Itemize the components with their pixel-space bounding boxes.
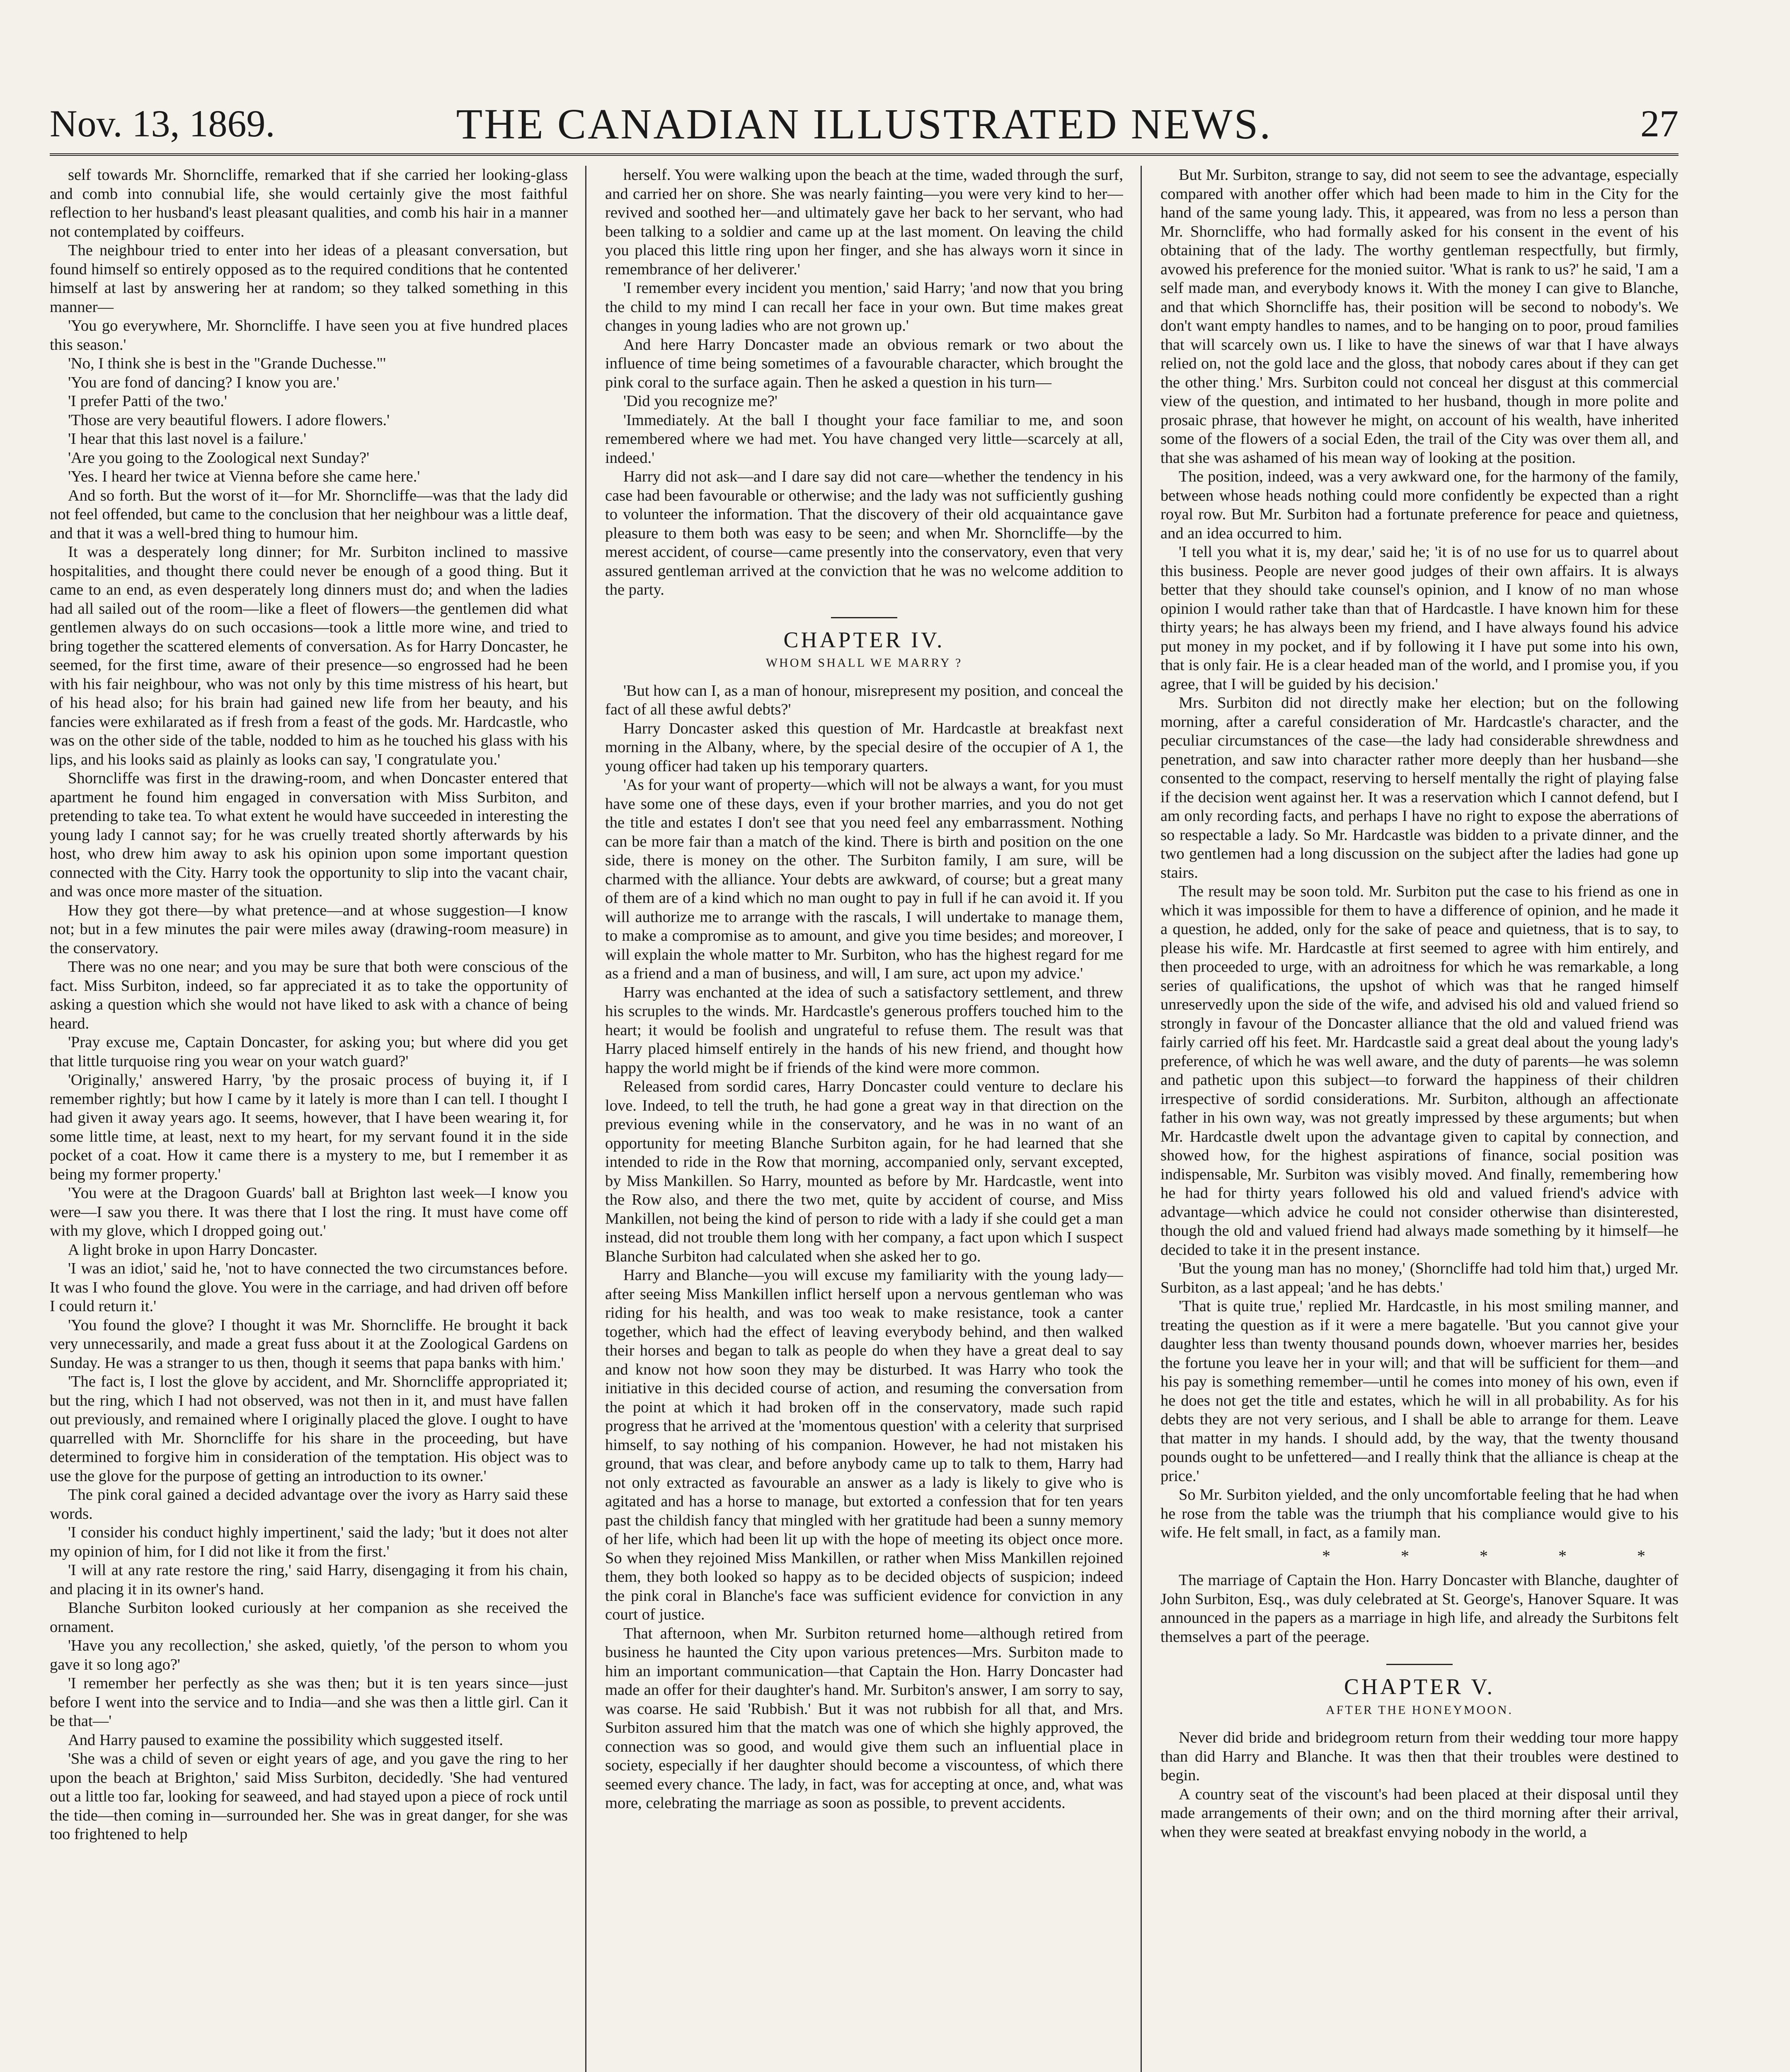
- column-2-text-bottom: [605, 682, 1123, 1813]
- paragraph: Never did bride and bridegroom return from their wedding tour more happy than did Harry and Blanche. It was then that their troubles were destined to begin.: [1160, 1729, 1679, 1784]
- paragraph: 'I will at any rate restore the ring,' said Harry, disengaging it from his chain, and placing it in its owner's hand.: [50, 1561, 568, 1598]
- paragraph: 'I remember her perfectly as she was then; but it is ten years since—just before I went into the service and to India—and she was then a little girl. Can it be that—': [50, 1675, 568, 1730]
- column-3-text-bottom: [1160, 1728, 1679, 1842]
- chapter-divider: [1386, 1664, 1453, 1665]
- paragraph: 'You found the glove? I thought it was Mr. Shorncliffe. He brought it back very unnecessarily, and made a great fuss about it at the Zoological Gardens on Sunday. He was a stranger to us then, though it seems that papa banks with him.': [50, 1316, 568, 1372]
- paragraph: 'I tell you what it is, my dear,' said he; 'it is of no use for us to quarrel about this business. People are never good judges of their own affairs. It is always better that they should take counsel's opinion, and I know of no man whose opinion I would rather take than that of Hardcastle. I have known him for these thirty years; he has always been my friend, and I have always found his advice put money in my pocket, and if by following it I have put some into his own, that is only fair. He is a clear headed man of the world, and I promise you, if you agree, that I will be guided by his decision.': [1160, 543, 1679, 693]
- paragraph: 'As for your want of property—which will not be always a want, for you must have some one of these days, even if your brother marries, and you do not get the title and estates I don't see that you need feel any embarrassment. Nothing can be more fair than a match of the kind. There is birth and position on the one side, there is money on the other. The Surbiton family, I am sure, will be charmed with the alliance. Your debts are awkward, of course; but a great many of them are of a kind which no man ought to pay in full if he can avoid it. If you will authorize me to arrange with the rascals, I will undertake to manage them, to make a compromise as to amount, and give you time besides; and moreover, I will explain the whole matter to Mr. Surbiton, who has the highest regard for me as a friend and a man of business, and will, I am sure, act upon my advice.': [605, 776, 1123, 982]
- issue-date: Nov. 13, 1869.: [50, 102, 275, 145]
- paragraph: 'But how can I, as a man of honour, misrepresent my position, and conceal the fact of all these awful debts?': [605, 682, 1123, 718]
- paragraph: self towards Mr. Shorncliffe, remarked that if she carried her looking-glass and comb into connubial life, she would certainly give the most faithful reflection to her husband's least pleasant qualities, and comb his hair in a manner not contemplated by coiffeurs.: [50, 166, 568, 240]
- paragraph: Released from sordid cares, Harry Doncaster could venture to declare his love. Indeed, to tell the truth, he had gone a great way in that direction on the previous evening while in the conservatory, and he was in no want of an opportunity for meeting Blanche Surbiton again, for he had learned that she intended to ride in the Row that morning, accompanied only, servant excepted, by Miss Mankillen. So Harry, mounted as before by Mr. Hardcastle, went into the Row also, and there the two met, quite by accident of course, and Miss Mankillen, not being the kind of person to ride with a lady if she could get a man instead, did not trouble them long with her company, a fact upon which I suspect Blanche Surbiton had calculated when she asked her to go.: [605, 1078, 1123, 1265]
- paragraph: A country seat of the viscount's had been placed at their disposal until they made arrangements of their own; and on the third morning after their arrival, when they were seated at breakfast envying nobody in the world, a: [1160, 1785, 1679, 1841]
- paragraph: And Harry paused to examine the possibility which suggested itself.: [68, 1731, 503, 1749]
- column-3-text-top: [1160, 166, 1679, 1542]
- paragraph: 'I was an idiot,' said he, 'not to have connected the two circumstances before. It was I who found the glove. You were in the carriage, and had driven off before I could return it.': [50, 1260, 568, 1315]
- paragraph: The pink coral gained a decided advantage over the ivory as Harry said these words.: [50, 1486, 568, 1523]
- paragraph: 'I remember every incident you mention,' said Harry; 'and now that you bring the child to my mind I can recall her face in your own. But time makes great changes in young ladies who are not grown up.': [605, 279, 1123, 334]
- page-number: 27: [1640, 102, 1679, 145]
- paragraph: So Mr. Surbiton yielded, and the only uncomfortable feeling that he had when he rose from the table was the triumph that his compliance would give to his wife. He felt small, in fact, as a family man.: [1160, 1486, 1679, 1541]
- chapter-iv-subtitle: WHOM SHALL WE MARRY ?: [765, 656, 963, 670]
- paragraph: And so forth. But the worst of it—for Mr. Shorncliffe—was that the lady did not feel offended, but came to the conclusion that her neighbour was a little deaf, and that it was a well-bred thing to humour him.: [50, 487, 568, 542]
- chapter-iv-title: CHAPTER IV.: [783, 627, 945, 652]
- paragraph: 'Yes. I heard her twice at Vienna before she came here.': [68, 468, 420, 485]
- paragraph: 'Are you going to the Zoological next Sunday?': [68, 449, 370, 467]
- text-column-3: [1160, 166, 1679, 2072]
- paragraph: herself. You were walking upon the beach at the time, waded through the surf, and carried her on shore. She was nearly fainting—you were very kind to her—revived and soothed her—and ultimately gave her back to her servant, who had been talking to a soldier and came up at the last moment. On leaving the child you placed this little ring upon her finger, and she has always worn it since in remembrance of her deliverer.': [605, 166, 1123, 278]
- paragraph: 'The fact is, I lost the glove by accident, and Mr. Shorncliffe appropriated it; but the ring, which I had not observed, was not then in it, and must have fallen out previously, and remained where I originally placed the glove. I ought to have quarrelled with Mr. Shorncliffe for his share in the proceeding, but have determined to forgive him in consideration of the temptation. His object was to use the glove for the purpose of getting an introduction to its owner.': [50, 1373, 568, 1485]
- paragraph: 'Immediately. At the ball I thought your face familiar to me, and soon remembered where we had met. You have changed very little—scarcely at all, indeed.': [605, 411, 1123, 467]
- column-divider-1: [585, 166, 586, 2072]
- column-divider-2: [1141, 166, 1142, 2072]
- paragraph: 'Have you any recollection,' she asked, quietly, 'of the person to whom you gave it so long ago?': [50, 1637, 568, 1673]
- paragraph: But Mr. Surbiton, strange to say, did not seem to see the advantage, especially compared with another offer which had been made to him in the City for the hand of the same young lady. This, it appeared, was from no less a person than Mr. Shorncliffe, who had formally asked for his consent in the event of his obtaining that of the lady. The worthy gentleman respectfully, but firmly, avowed his preference for the monied suitor. 'What is rank to us?' he said, 'I am a self made man, and everybody knows it. With the money I can give to Blanche, and that which Shorncliffe has, their position will be second to nobody's. We don't want empty handles to names, and to be hanging on to poor, proud families that will scarcely own us. I like to have the sinews of war that I have always relied on, not the gold lace and the gloss, that nobody cares about if they can get the other thing.' Mrs. Surbiton could not conceal her disgust at this commercial view of the question, and intimated to her husband, though in more polite and prosaic phrase, that however he might, on account of his wealth, have inherited some of the flowers of a social Eden, the trail of the City was over them all, and that she was ashamed of his mean way of looking at the position.: [1160, 166, 1679, 467]
- chapter-v-title: CHAPTER V.: [1344, 1674, 1495, 1699]
- paragraph: Mrs. Surbiton did not directly make her election; but on the following morning, after a careful consideration of Mr. Hardcastle's character, and the peculiar circumstances of the case—the lady had considerable shrewdness and penetration, and saw into character rather more deeply than her husband—she consented to the compact, reserving to herself mentally the right of playing false if the decision went against her. It was a reservation which I cannot defend, but I am only recording facts, and perhaps I have no right to expose the aberrations of so respectable a lady. So Mr. Hardcastle was bidden to a private dinner, and the two gentlemen had a long discussion on the subject after the ladies had gone up stairs.: [1160, 694, 1679, 881]
- paragraph: 'Pray excuse me, Captain Doncaster, for asking you; but where did you get that little turquoise ring you wear on your watch guard?': [50, 1034, 568, 1070]
- paragraph: 'Those are very beautiful flowers. I adore flowers.': [68, 411, 390, 429]
- paragraph: That afternoon, when Mr. Surbiton returned home—although retired from business he haunted the City upon various pretences—Mrs. Surbiton made to him an important communication—that Captain the Hon. Harry Doncaster had made an offer for their daughter's hand. Mr. Surbiton's answer, I am sorry to say, was coarse. He said 'Rubbish.' But it was not rubbish for all that, and Mrs. Surbiton assured him that the match was one of which she highly approved, the connection was so good, and would give them such an influential place in society, especially if her daughter should become a viscountess, of which there seemed every chance. The lady, in fact, was for accepting at once, and, what was more, celebrating the marriage as soon as possible, to prevent accidents.: [605, 1624, 1123, 1812]
- column-2-text-top: [605, 166, 1123, 600]
- paragraph: And here Harry Doncaster made an obvious remark or two about the influence of time being sometimes of a favourable character, which brought the pink coral to the surface again. Then he asked a question in his turn—: [605, 336, 1123, 391]
- text-column-2: [605, 166, 1123, 2072]
- newspaper-title: THE CANADIAN ILLUSTRATED NEWS.: [456, 100, 1272, 148]
- chapter-v-subtitle: AFTER THE HONEYMOON.: [1326, 1703, 1513, 1717]
- paragraph: 'I prefer Patti of the two.': [68, 392, 227, 410]
- paragraph: 'No, I think she is best in the "Grande Duchesse."': [68, 355, 386, 372]
- page-header: [50, 95, 1679, 156]
- paragraph: It was a desperately long dinner; for Mr. Surbiton inclined to massive hospitalities, and thought there could never be enough of a good thing. But it came to an end, as even desperately long dinners must do; and when the ladies had all sailed out of the room—like a fleet of flowers—the gentlemen did what gentlemen always do on such occasions—took a little more wine, and tried to bring together the scattered elements of conversation. As for Harry Doncaster, he seemed, for the first time, aware of their presence—so engrossed had he been with his fair neighbour, who was not only by this time mistress of his heart, but of his head also; for his brain had gained new life from her beauty, and his fancies were exhilarated as if fresh from a feast of the gods. Mr. Hardcastle, who was on the other side of the table, nodded to him as he touched his glass with his lips, and his looks said as plainly as looks can say, 'I congratulate you.': [50, 543, 568, 768]
- paragraph: The position, indeed, was a very awkward one, for the harmony of the family, between whose heads nothing could more confidently be expected than a right royal row. But Mr. Surbiton had a fortunate preference for peace and quietness, and an idea occurred to him.: [1160, 468, 1679, 542]
- text-column-1: [50, 166, 568, 2072]
- paragraph: Harry and Blanche—you will excuse my familiarity with the young lady—after seeing Miss Mankillen inflict herself upon a nervous gentleman who was riding for his health, and was too weak to make resistance, took a canter together, which had the effect of leaving everybody behind, and then walked their horses and began to talk as people do when they have a great deal to say and know not how soon they may be disturbed. It was Harry who took the initiative in this decided course of action, and resuming the conversation from the point at which it had broken off in the conservatory, made such rapid progress that he arrived at the 'momentous question' with a celerity that surprised himself, to say nothing of his companion. However, he had not mistaken his ground, that was clear, and before anybody came up to talk to them, Harry had not only extracted as favourable an answer as a lady is likely to give who is agitated and has a horse to manage, but extorted a confession that for ten years past the childish fancy that mingled with her gratitude had been a sunny memory of her life, which had been lit up with the hope of meeting its object once more. So when they rejoined Miss Mankillen, or rather when Miss Mankillen rejoined them, they both looked so happy as to be decided objects of suspicion; indeed the pink coral in Blanche's face was sufficient evidence for conviction in any court of justice.: [605, 1266, 1123, 1623]
- paragraph: 'Originally,' answered Harry, 'by the prosaic process of buying it, if I remember rightly; but how I came by it lately is more than I can tell. I thought I had given it away years ago. It seems, however, that I have been wearing it, for some little time, at least, next to my heart, for my servant found it in the side pocket of a coat. How it came there is a mystery to me, but I remember it as being my former property.': [50, 1071, 568, 1183]
- chapter-divider: [831, 617, 897, 618]
- paragraph: 'You go everywhere, Mr. Shorncliffe. I have seen you at five hundred places this season.': [50, 317, 568, 353]
- paragraph: The neighbour tried to enter into her ideas of a pleasant conversation, but found himself so entirely opposed as to the required conditions that he contented himself at last by answering her at random; so they talked something in this manner—: [50, 242, 568, 316]
- paragraph: Harry was enchanted at the idea of such a satisfactory settlement, and threw his scruples to the winds. Mr. Hardcastle's generous proffers touched him to the heart; it would be foolish and ungrateful to refuse them. The result was that Harry placed himself entirely in the hands of his new friend, and thought how happy the world might be if friends of the kind were more common.: [605, 983, 1123, 1077]
- paragraph: Harry Doncaster asked this question of Mr. Hardcastle at breakfast next morning in the Albany, where, by the special desire of the occupier of A 1, the young officer had taken up his temporary quarters.: [605, 719, 1123, 775]
- paragraph: 'But the young man has no money,' (Shorncliffe had told him that,) urged Mr. Surbiton, as a last appeal; 'and he has debts.': [1160, 1260, 1679, 1296]
- paragraph: 'Did you recognize me?': [623, 392, 778, 410]
- paragraph: 'She was a child of seven or eight years of age, and you gave the ring to her upon the beach at Brighton,' said Miss Surbiton, decidedly. 'She had ventured out a little too far, looking for seaweed, and had stayed upon a piece of rock until the tide—then coming in—surrounded her. She was in great danger, for she was too frightened to help: [50, 1750, 568, 1843]
- paragraph: A light broke in upon Harry Doncaster.: [68, 1241, 317, 1259]
- paragraph: There was no one near; and you may be sure that both were conscious of the fact. Miss Surbiton, indeed, so far appreciated it as to take the opportunity of asking a question which she would not have liked to ask with a chance of being heard.: [50, 958, 568, 1032]
- paragraph: Shorncliffe was first in the drawing-room, and when Doncaster entered that apartment he found him engaged in conversation with Miss Surbiton, and pretending to take tea. To what extent he would have succeeded in interesting the young lady I cannot say; for he was cruelly treated shortly afterwards by his host, who drew him away to ask his opinion upon some important question connected with the City. Harry took the opportunity to slip into the vacant chair, and was once more master of the situation.: [50, 770, 568, 900]
- paragraph: 'You are fond of dancing? I know you are.': [68, 373, 339, 391]
- paragraph: Harry did not ask—and I dare say did not care—whether the tendency in his case had been favourable or otherwise; and the lady was not sufficiently gushing to volunteer the information. That the discovery of their old acquaintance gave pleasure to them both was easy to be seen; and when Mr. Shorncliffe—by the merest accident, of course—came presently into the conservatory, even that very assured gentleman arrived at the conviction that he was no welcome addition to the party.: [605, 468, 1123, 598]
- paragraph: 'I hear that this last novel is a failure.': [68, 430, 307, 448]
- paragraph: 'I consider his conduct highly impertinent,' said the lady; 'but it does not alter my opinion of him, for I did not like it from the first.': [50, 1524, 568, 1560]
- column-3-text-mid: [1160, 1571, 1679, 1646]
- paragraph: Blanche Surbiton looked curiously at her companion as she received the ornament.: [50, 1599, 568, 1636]
- paragraph: 'That is quite true,' replied Mr. Hardcastle, in his most smiling manner, and treating the question as if it were a mere bagatelle. 'But you cannot give your daughter less than twenty thousand pounds down, whoever marries her, besides the fortune you leave her in your will; and that will be sufficient for them—and his pay is something remember—until he comes into money of his own, even if he does not get the title and estates, which he will in all probability. As for his debts they are not very serious, and I shall be able to arrange for them. Leave that matter in my hands. I should add, by the way, that the twenty thousand pounds ought to be unfettered—and I really think that the alliance is cheap at the price.': [1160, 1297, 1679, 1485]
- paragraph: The result may be soon told. Mr. Surbiton put the case to his friend as one in which it was impossible for them to have a difference of opinion, and he made it a question, he added, only for the sake of peace and quietness, that is to say, to please his wife. Mr. Hardcastle at first seemed to agree with him entirely, and then proceeded to urge, with an adroitness for which he was remarkable, a long series of qualifications, the upshot of which was that he ranged himself unreservedly upon the side of the wife, and advised his old and valued friend so strongly in favour of the Doncaster alliance that the old and valued friend was fairly carried off his feet. Mr. Hardcastle said a great deal about the young lady's preference, of which he was well aware, and the duty of parents—he was solemn and pathetic upon this subject—to forward the happiness of their children irrespective of sordid considerations. Mr. Surbiton, although an affectionate father in his own way, was not greatly impressed by these arguments; but when Mr. Hardcastle dwelt upon the advantage given to capital by connection, and showed how, for the highest aspirations of finance, social position was indispensable, Mr. Surbiton was visibly moved. And finally, remembering how he had for thirty years followed his old and valued friend's advice with advantage—which advice he could not consider otherwise than disinterested, though the old and valued friend had always made something by it himself—he decided to take it in the present instance.: [1160, 883, 1679, 1259]
- paragraph: How they got there—by what pretence—and at whose suggestion—I know not; but in a few minutes the pair were miles away (drawing-room measure) in the conservatory.: [50, 901, 568, 957]
- paragraph: The marriage of Captain the Hon. Harry Doncaster with Blanche, daughter of John Surbiton, Esq., was duly celebrated at St. George's, Hanover Square. It was announced in the papers as a marriage in high life, and already the Surbitons felt themselves a part of the peerage.: [1160, 1571, 1679, 1646]
- paragraph: 'You were at the Dragoon Guards' ball at Brighton last week—I know you were—I saw you there. It was there that I lost the ring. It must have come off with my glove, which I dropped going out.': [50, 1184, 568, 1239]
- section-break-stars: * * * * *: [1322, 1546, 1679, 1565]
